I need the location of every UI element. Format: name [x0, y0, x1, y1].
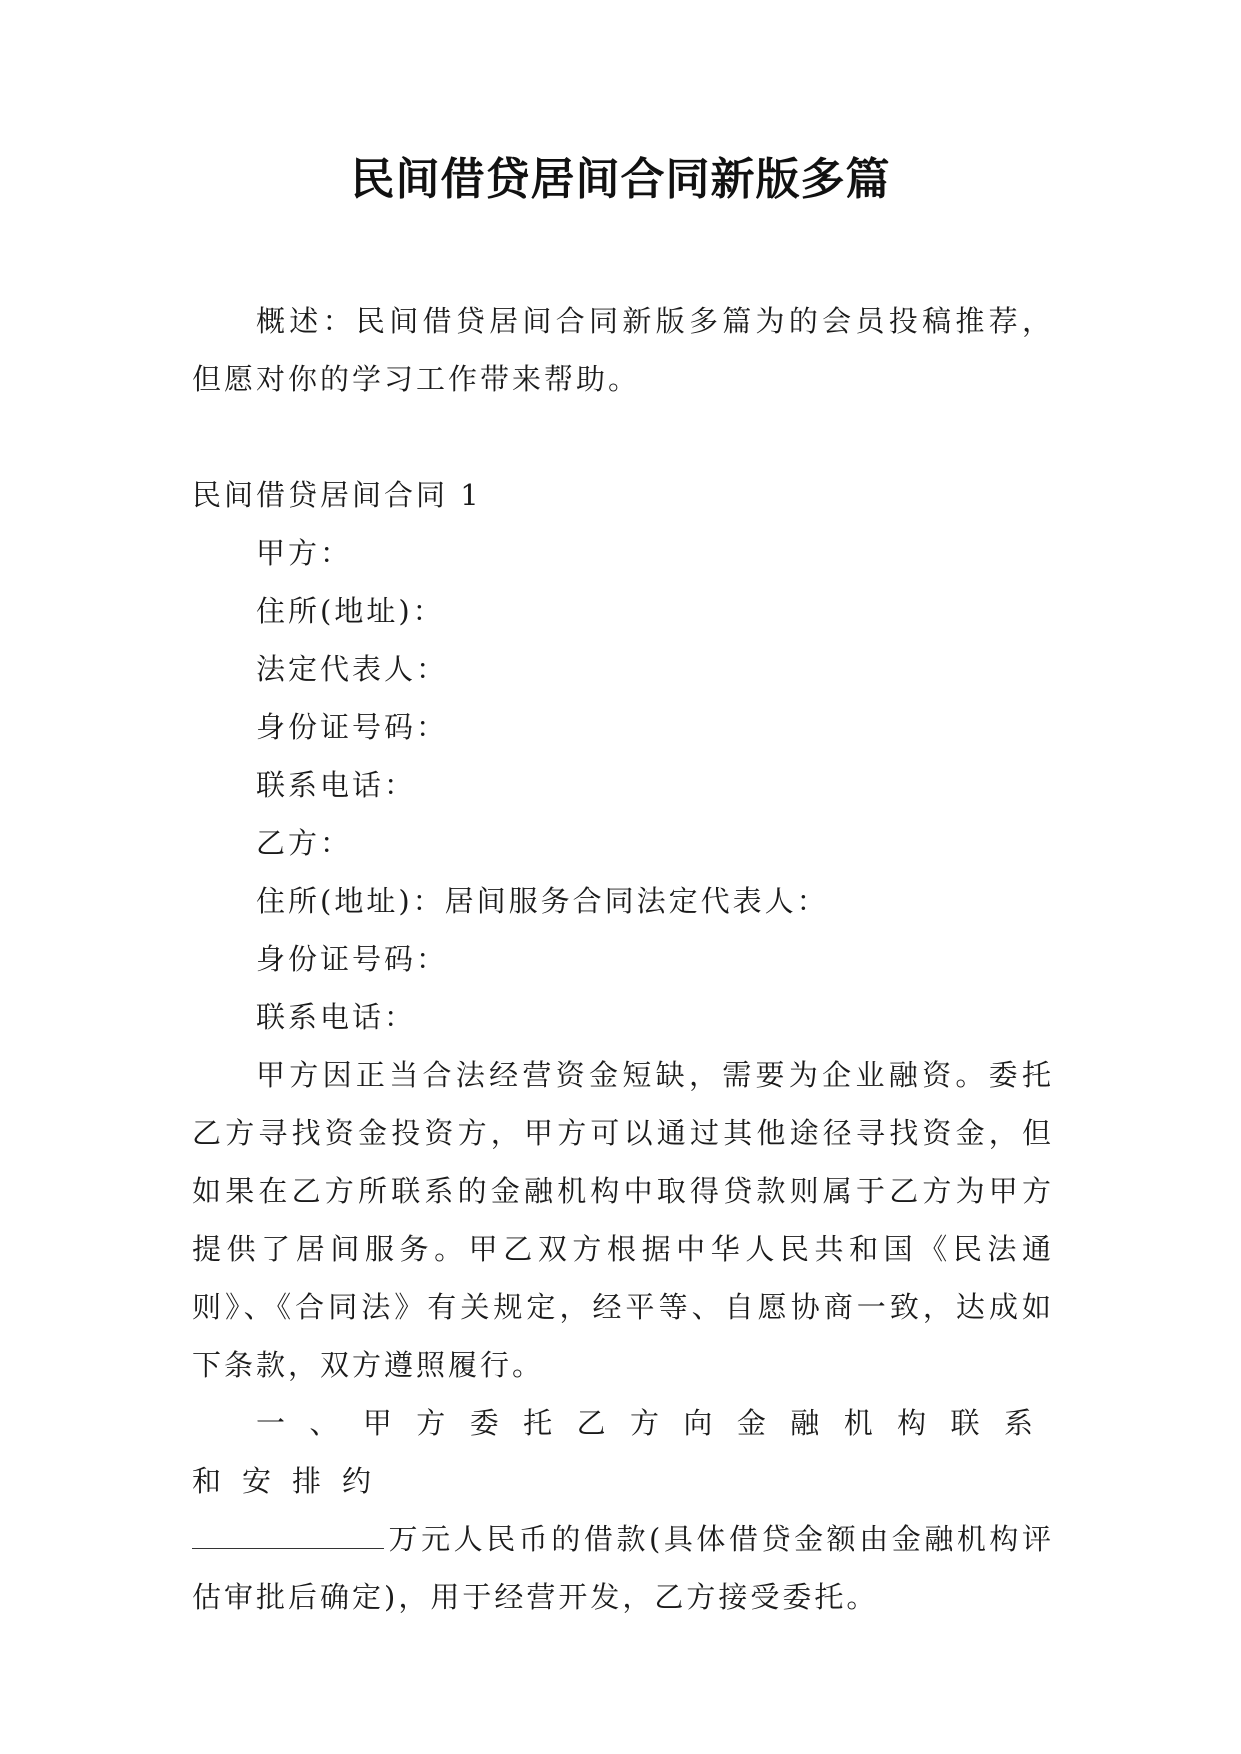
amount-blank [192, 1522, 384, 1549]
spacer [192, 408, 1054, 466]
clause-1-body [192, 1510, 1054, 1626]
field-legal-rep-a: 法定代表人： [256, 652, 449, 686]
document-body [192, 292, 1054, 1626]
field-party-b: 乙方： [256, 826, 353, 860]
field-phone-a: 联系电话： [256, 768, 417, 802]
paragraph-purpose: 甲方因正当合法经营资金短缺，需要为企业融资。委托乙方寻找资金投资方，甲方可以通过其他途径寻找资金，但如果在乙方所联系的金融机构中取得贷款则属于乙方为甲方提供了居间服务。甲乙双方根据中华人民共和国《民法通则》、《合同法》有关规定，经平等、自愿协商一致，达成如下条款，双方遵照履行。 [192, 1058, 1054, 1382]
field-address-a: 住所(地址)： [256, 594, 445, 628]
field-phone-b: 联系电话： [256, 1000, 417, 1034]
clause-1-lead: 一、甲方委托乙方向金融机构联系和安排约 [192, 1406, 1054, 1498]
clause-1-rest: 万元人民币的借款(具体借贷金额由金融机构评估审批后确定)，用于经营开发，乙方接受委托。 [192, 1522, 1054, 1614]
field-address-b: 住所(地址)：居间服务合同法定代表人： [256, 884, 829, 918]
field-id-number-b: 身份证号码： [256, 942, 449, 976]
document-title: 民间借贷居间合同新版多篇 [350, 154, 891, 205]
field-id-number-a: 身份证号码： [256, 710, 449, 744]
section-heading: 民间借贷居间合同 1 [192, 478, 482, 512]
summary-paragraph: 概述：民间借贷居间合同新版多篇为的会员投稿推荐，但愿对你的学习工作带来帮助。 [192, 304, 1054, 396]
field-party-a: 甲方： [256, 536, 353, 570]
